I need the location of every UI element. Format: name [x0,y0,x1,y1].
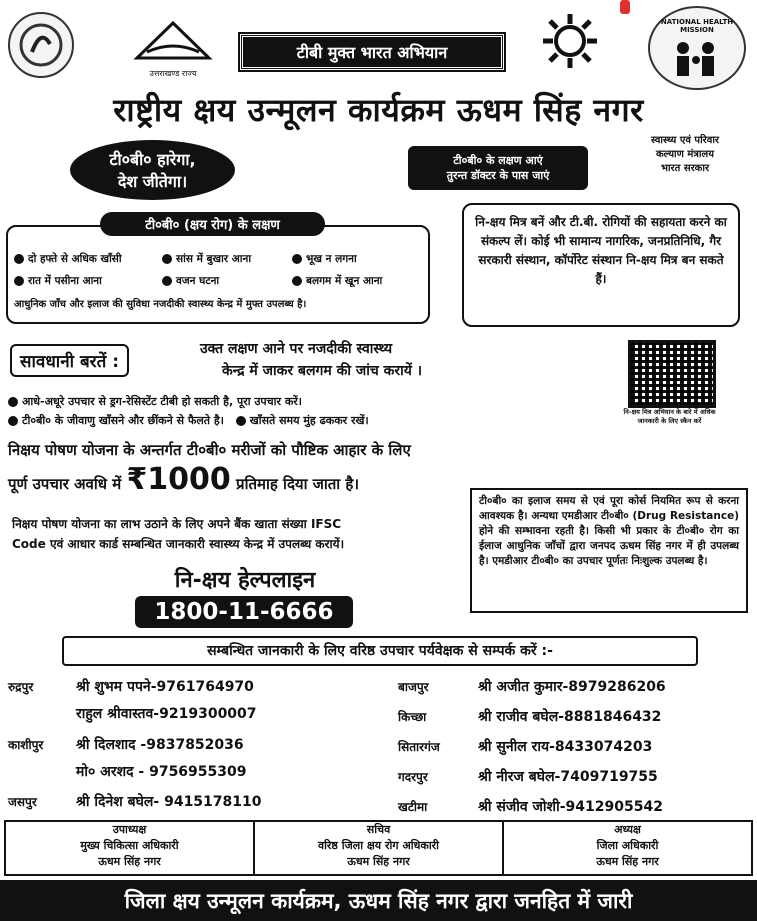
contact-city: जसपुर [8,795,37,809]
campaign-emblem-logo [535,10,605,72]
contact-entry: श्री सुनील राय-8433074203 [478,739,653,755]
advice-line-1: टी०बी० के लक्षण आएं [453,154,543,167]
official-designation: मुख्य चिकित्सा अधिकारी [80,839,179,852]
advice-banner [408,146,588,190]
bank-info-line-1: निक्षय पोषण योजना का लाभ उठाने के लिए अपने बैंक खाता संख्या IFSC [12,517,342,531]
ministry-line-1: स्वास्थ्य एवं परिवार [650,135,720,146]
ministry-line-3: भारत सरकार [660,163,710,174]
symptom-item: दो हफ्ते से अधिक खाँसी [28,253,122,265]
slogan-line-1: टी०बी० हारेगा, [109,150,196,169]
qr-caption: नि-क्षय मित्र अभियान के बारे में अधिक जानकारी के लिए स्कैन करें [623,408,716,425]
officials-row [4,820,753,876]
official-vice-president [6,822,255,874]
contact-city: किच्छा [398,710,427,724]
contact-entry: श्री अजीत कुमार-8979286206 [478,679,666,695]
contacts-left [8,676,388,818]
poshan-line-1: निक्षय पोषण योजना के अन्तर्गत टी०बी० मरीजों को पौष्टिक आहार के लिए [8,441,411,459]
contact-city: सितारगंज [398,740,440,754]
contact-city: काशीपुर [8,738,44,752]
nikshay-mitra-box: नि-क्षय मित्र बनें और टी.बी. रोगियों की सहायता करने का संकल्प लें। कोई भी सामान्य नागरिक, जनप्रतिनिधि, गैर सरकारी संस्थान, कॉर्पोरेट संस्थान नि-क्षय मित्र बन सकते हैं। [462,203,740,327]
symptom-item: भूख न लगना [306,253,357,265]
left-emblem-logo [8,12,74,78]
poshan-line-2-post: प्रतिमाह दिया जाता है। [236,475,360,493]
slogan-badge [70,140,235,200]
official-role: अध्यक्ष [614,823,641,836]
poshan-line-2-pre: पूर्ण उपचार अवधि में [8,475,122,493]
contact-entry: मो० अरशद - 9756955309 [76,764,247,780]
symptom-item: बलगम में खून आना [306,275,383,287]
caution-points [8,392,608,430]
official-president [504,822,751,874]
nhm-logo-text: NATIONAL HEALTH MISSION [660,18,734,34]
uttarakhand-logo [132,18,214,78]
contact-entry: श्री दिनेश बघेल- 9415178110 [76,794,262,810]
contact-city: गदरपुर [398,770,428,784]
ministry-text [630,134,740,176]
poshan-amount: ₹1000 [126,462,231,497]
official-district: ऊधम सिंह नगर [596,855,659,868]
official-role: उपाध्यक्ष [112,823,147,836]
caution-text-line-2: केन्द्र में जाकर बलगम की जांच करायें । [222,363,423,379]
red-corner-mark [620,0,630,14]
caution-point: आधे-अधूरे उपचार से ड्रग-रेसिस्टेंट टीबी हो सकती है, पूरा उपचार करें। [22,395,302,408]
contact-entry: श्री नीरज बघेल-7409719755 [478,769,658,785]
poshan-line-2 [8,462,478,497]
contact-city: रुद्रपुर [8,680,34,694]
caution-point: खाँसते समय मुंह ढककर रखें। [249,414,369,427]
contact-entry: श्री दिलशाद -9837852036 [76,737,244,753]
contact-heading: सम्बन्धित जानकारी के लिए वरिष्ठ उपचार पर्यवेक्षक से सम्पर्क करें :- [62,636,698,666]
official-district: ऊधम सिंह नगर [347,855,410,868]
qr-code [628,340,716,408]
caution-label: सावधानी बरतें : [10,344,129,377]
symptoms-heading: टी०बी० (क्षय रोग) के लक्षण [100,212,325,236]
caution-point: टी०बी० के जीवाणु खाँसने और छींकने से फैलते है। [22,414,224,427]
advice-line-2: तुरन्त डॉक्टर के पास जाएं [446,169,550,182]
caution-text-line-1: उक्त लक्षण आने पर नजदीकी स्वास्थ्य [200,341,393,357]
contact-entry: श्री राजीव बघेल-8881846432 [478,709,662,725]
official-role: सचिव [366,823,391,836]
contact-entry: श्री संजीव जोशी-9412905542 [478,799,663,815]
bank-info [12,514,467,554]
symptom-item: वजन घटना [176,275,220,287]
symptom-item: सांस में बुखार आना [176,253,252,265]
contacts-right [398,676,753,826]
campaign-banner: टीबी मुक्त भारत अभियान [240,34,504,70]
contact-city: खटीमा [398,800,428,814]
main-title: राष्ट्रीय क्षय उन्मूलन कार्यक्रम ऊधम सिंह नगर [113,91,644,129]
nhm-logo [648,6,746,90]
caution-text [200,338,600,382]
official-designation: वरिष्ठ जिला क्षय रोग अधिकारी [317,839,440,852]
ministry-line-2: कल्याण मंत्रालय [655,149,715,160]
official-designation: जिला अधिकारी [596,839,659,852]
helpline-number: 1800-11-6666 [135,596,353,628]
symptom-item: रात में पसीना आना [28,275,102,287]
official-secretary [255,822,504,874]
contact-entry: राहुल श्रीवास्तव-9219300007 [76,706,257,722]
contact-entry: श्री शुभम पपने-9761764970 [76,679,254,695]
symptoms-footer: आधुनिक जाँच और इलाज की सुविधा नजदीकी स्वास्थ्य केन्द्र में मुफ्त उपलब्ध है। [14,299,307,310]
footer-banner: जिला क्षय उन्मूलन कार्यक्रम, ऊधम सिंह नगर द्वारा जनहित में जारी [0,880,757,921]
treatment-box: टी०बी० का इलाज समय से एवं पूरा कोर्स नियमित रूप से करना आवश्यक है। अन्यथा एमडीआर टी०बी० (Drug Resistance) होने की सम्भावना रहती है। किसी भी प्रकार के टी०बी० रोग का ईलाज आधुनिक जाँचों द्वारा जनपद ऊधम सिंह नगर में ही उपलब्ध है। एमडीआर टी०बी० का उपचार पूर्णतः निःशुल्क उपलब्ध है। [470,488,748,613]
symptoms-list [14,248,424,292]
official-district: ऊधम सिंह नगर [98,855,161,868]
helpline-label: नि-क्षय हेल्पलाइन [174,568,316,593]
bank-info-line-2: Code एवं आधार कार्ड सम्बन्धित जानकारी स्वास्थ्य केन्द्र में उपलब्ध करायें। [12,537,345,551]
slogan-line-2: देश जीतेगा। [117,172,188,191]
state-logo-caption: उत्तराखण्ड राज्य [149,69,197,78]
contact-city: बाजपुर [398,680,429,694]
